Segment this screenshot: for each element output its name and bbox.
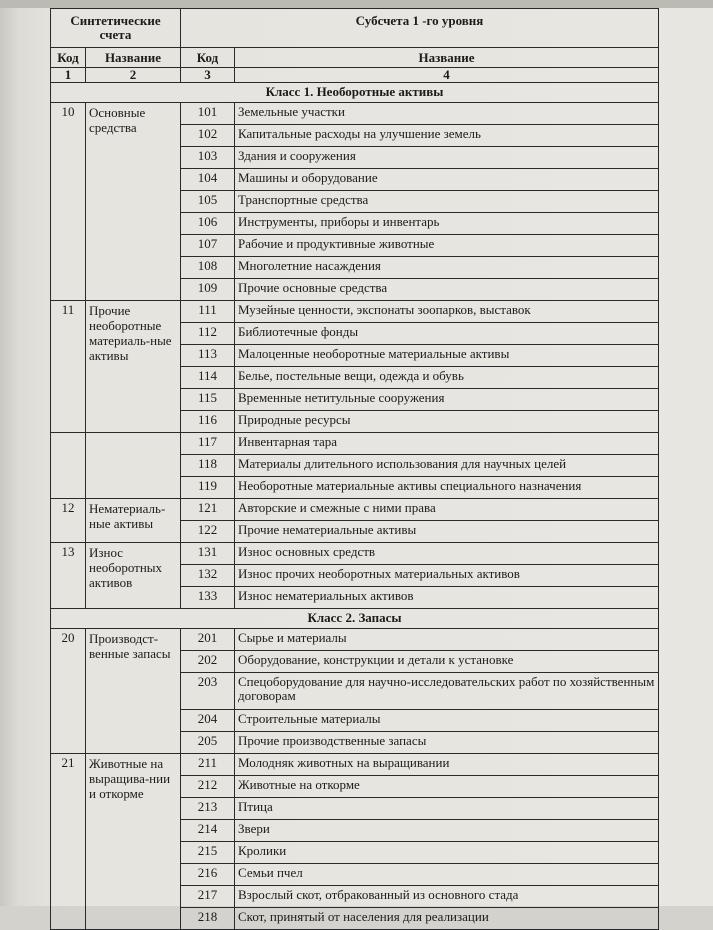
subaccount-name: Музейные ценности, экспонаты зоопарков, выставок xyxy=(235,301,659,323)
subaccount-name: Кролики xyxy=(235,842,659,864)
subaccount-code: 117 xyxy=(181,433,235,455)
subaccount-name: Взрослый скот, отбракованный из основного стада xyxy=(235,886,659,908)
subaccount-code: 133 xyxy=(181,587,235,609)
synthetic-code: 13 xyxy=(51,543,86,609)
subaccount-name: Малоценные необоротные материальные активы xyxy=(235,345,659,367)
subaccount-name: Износ основных средств xyxy=(235,543,659,565)
subaccount-code: 201 xyxy=(181,629,235,651)
subaccount-name: Износ нематериальных активов xyxy=(235,587,659,609)
synthetic-name: Животные на выращива-нии и откорме xyxy=(86,754,181,930)
synthetic-name: Износ необоротных активов xyxy=(86,543,181,609)
synthetic-code: 11 xyxy=(51,301,86,433)
subaccount-name: Необоротные материальные активы специального назначения xyxy=(235,477,659,499)
subaccount-code: 116 xyxy=(181,411,235,433)
synthetic-code: 10 xyxy=(51,103,86,301)
subaccount-code: 216 xyxy=(181,864,235,886)
table-row xyxy=(51,103,659,125)
header-row-groups xyxy=(51,9,659,48)
subaccount-code: 217 xyxy=(181,886,235,908)
column-number: 2 xyxy=(86,68,181,83)
subaccount-name: Здания и сооружения xyxy=(235,147,659,169)
subaccount-code: 214 xyxy=(181,820,235,842)
synthetic-accounts-header: Синтетические счета xyxy=(51,9,181,48)
subaccount-name: Рабочие и продуктивные животные xyxy=(235,235,659,257)
subaccount-code: 108 xyxy=(181,257,235,279)
subaccount-name: Инструменты, приборы и инвентарь xyxy=(235,213,659,235)
subaccount-code: 102 xyxy=(181,125,235,147)
page-top-edge xyxy=(0,0,713,8)
subaccount-code: 104 xyxy=(181,169,235,191)
subaccount-code: 218 xyxy=(181,908,235,930)
column-number: 1 xyxy=(51,68,86,83)
synthetic-name: Производст-венные запасы xyxy=(86,629,181,754)
subaccount-name: Спецоборудование для научно-исследовательских работ по хозяйственным договорам xyxy=(235,673,659,710)
class-title: Класс 1. Необоротные активы xyxy=(51,83,659,103)
subaccount-code: 114 xyxy=(181,367,235,389)
subaccount-name: Многолетние насаждения xyxy=(235,257,659,279)
subaccount-name: Природные ресурсы xyxy=(235,411,659,433)
subaccount-code: 106 xyxy=(181,213,235,235)
synthetic-name: Основные средства xyxy=(86,103,181,301)
subaccount-code: 101 xyxy=(181,103,235,125)
subaccount-name: Белье, постельные вещи, одежда и обувь xyxy=(235,367,659,389)
class-row xyxy=(51,609,659,629)
table-row xyxy=(51,433,659,455)
header-row-columns xyxy=(51,48,659,68)
table-row xyxy=(51,499,659,521)
subaccount-name: Земельные участки xyxy=(235,103,659,125)
subaccount-code: 204 xyxy=(181,710,235,732)
subaccount-name: Птица xyxy=(235,798,659,820)
table-row xyxy=(51,754,659,776)
subaccount-name: Прочие основные средства xyxy=(235,279,659,301)
subaccount-code: 205 xyxy=(181,732,235,754)
subaccount-name: Капитальные расходы на улучшение земель xyxy=(235,125,659,147)
subaccount-name: Молодняк животных на выращивании xyxy=(235,754,659,776)
empty-cell xyxy=(51,433,86,499)
subaccount-name: Износ прочих необоротных материальных активов xyxy=(235,565,659,587)
subaccount-code: 119 xyxy=(181,477,235,499)
subaccount-name: Инвентарная тара xyxy=(235,433,659,455)
synthetic-name: Нематериаль-ные активы xyxy=(86,499,181,543)
subaccount-name: Оборудование, конструкции и детали к установке xyxy=(235,651,659,673)
subaccount-name: Сырье и материалы xyxy=(235,629,659,651)
synthetic-code: 12 xyxy=(51,499,86,543)
synthetic-code: 20 xyxy=(51,629,86,754)
code-header-sub: Код xyxy=(181,48,235,68)
code-header-synthetic: Код xyxy=(51,48,86,68)
subaccount-code: 118 xyxy=(181,455,235,477)
subaccounts-header: Субсчета 1 -го уровня xyxy=(181,9,659,48)
subaccount-code: 107 xyxy=(181,235,235,257)
table-row xyxy=(51,629,659,651)
synthetic-name: Прочие необоротные материаль-ные активы xyxy=(86,301,181,433)
name-header-synthetic: Название xyxy=(86,48,181,68)
class-title: Класс 2. Запасы xyxy=(51,609,659,629)
subaccount-code: 113 xyxy=(181,345,235,367)
subaccount-name: Машины и оборудование xyxy=(235,169,659,191)
class-row xyxy=(51,83,659,103)
subaccount-code: 115 xyxy=(181,389,235,411)
subaccount-name: Библиотечные фонды xyxy=(235,323,659,345)
subaccount-name: Строительные материалы xyxy=(235,710,659,732)
subaccount-code: 215 xyxy=(181,842,235,864)
subaccount-name: Скот, принятый от населения для реализации xyxy=(235,908,659,930)
subaccount-code: 121 xyxy=(181,499,235,521)
subaccount-code: 103 xyxy=(181,147,235,169)
subaccount-code: 213 xyxy=(181,798,235,820)
subaccount-name: Материалы длительного использования для научных целей xyxy=(235,455,659,477)
subaccount-name: Временные нетитульные сооружения xyxy=(235,389,659,411)
column-number: 4 xyxy=(235,68,659,83)
subaccount-code: 131 xyxy=(181,543,235,565)
subaccount-name: Прочие нематериальные активы xyxy=(235,521,659,543)
empty-cell xyxy=(86,433,181,499)
subaccount-name: Животные на откорме xyxy=(235,776,659,798)
subaccount-name: Транспортные средства xyxy=(235,191,659,213)
subaccount-code: 202 xyxy=(181,651,235,673)
subaccount-name: Звери xyxy=(235,820,659,842)
subaccount-code: 109 xyxy=(181,279,235,301)
synthetic-code: 21 xyxy=(51,754,86,930)
subaccount-name: Авторские и смежные с ними права xyxy=(235,499,659,521)
name-header-sub: Название xyxy=(235,48,659,68)
chart-of-accounts-table xyxy=(50,8,659,930)
subaccount-code: 132 xyxy=(181,565,235,587)
table-row xyxy=(51,543,659,565)
subaccount-name: Семьи пчел xyxy=(235,864,659,886)
subaccount-code: 105 xyxy=(181,191,235,213)
column-number-row xyxy=(51,68,659,83)
subaccount-name: Прочие производственные запасы xyxy=(235,732,659,754)
subaccount-code: 111 xyxy=(181,301,235,323)
subaccount-code: 212 xyxy=(181,776,235,798)
subaccount-code: 122 xyxy=(181,521,235,543)
table-row xyxy=(51,301,659,323)
subaccount-code: 203 xyxy=(181,673,235,710)
subaccount-code: 112 xyxy=(181,323,235,345)
column-number: 3 xyxy=(181,68,235,83)
subaccount-code: 211 xyxy=(181,754,235,776)
